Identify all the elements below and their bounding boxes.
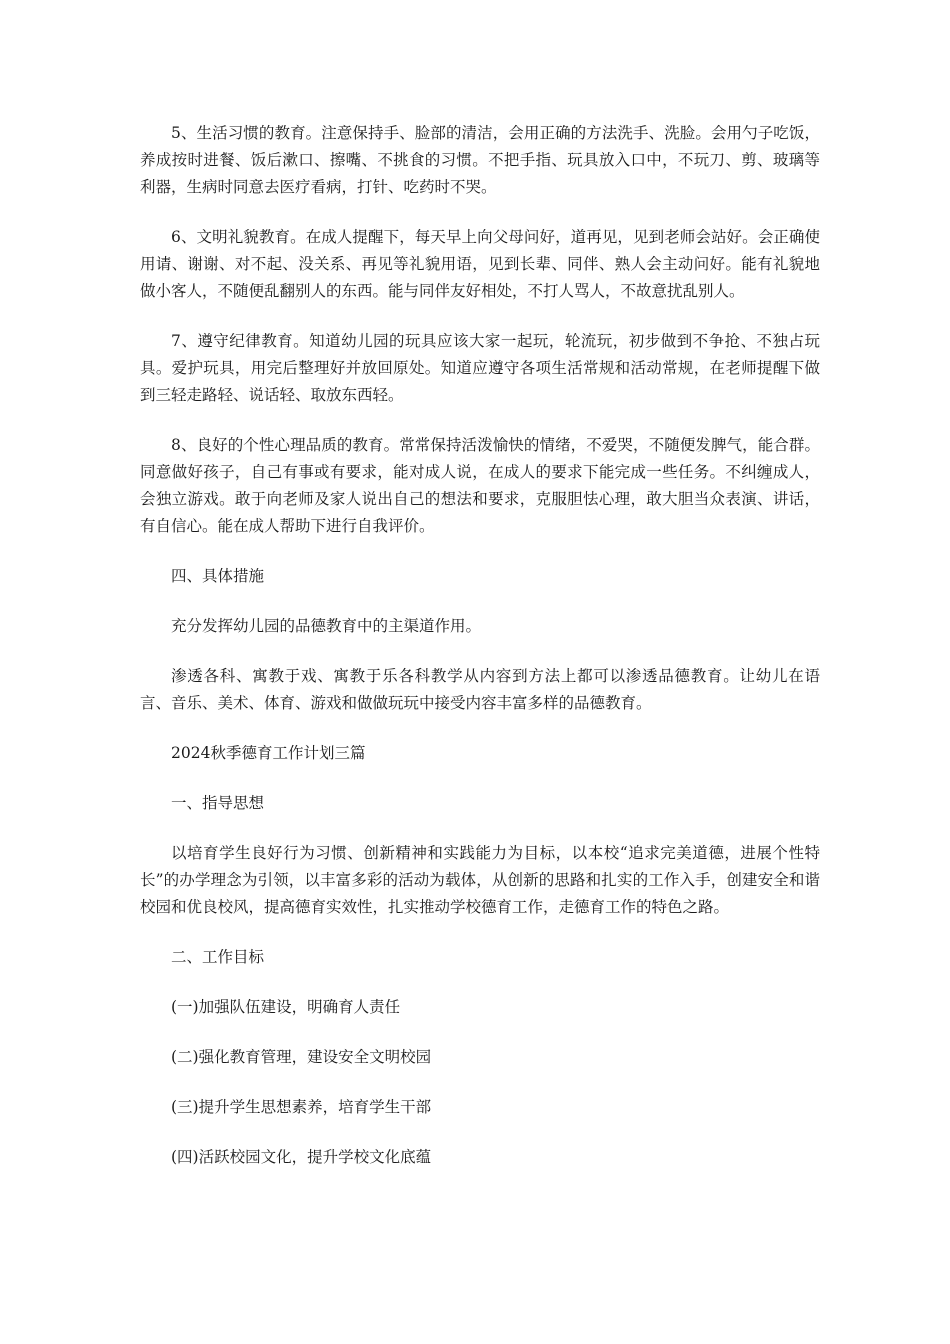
goal-item-2: (二)强化教育管理，建设安全文明校园 [171, 1048, 432, 1066]
paragraph-discipline-education: 7、遵守纪律教育。知道幼儿园的玩具应该大家一起玩，轮流玩，初步做到不争抢、不独占玩具。爱护玩具，用完后整理好并放回原处。知道应遵守各项生活常规和活动常规，在老师提醒下做到三轻走路轻、说话轻、取放东西轻。 [140, 332, 820, 404]
section-heading-goals: 二、工作目标 [171, 948, 265, 966]
section-heading-guiding-thought: 一、指导思想 [171, 794, 265, 812]
goal-item-1: (一)加强队伍建设，明确育人责任 [171, 998, 401, 1016]
paragraph-infiltration: 渗透各科、寓教于戏、寓教于乐各科教学从内容到方法上都可以渗透品德教育。让幼儿在语言、音乐、美术、体育、游戏和做做玩玩中接受内容丰富多样的品德教育。 [140, 667, 820, 712]
goal-item-3: (三)提升学生思想素养，培育学生干部 [171, 1098, 432, 1116]
paragraph-habit-education: 5、生活习惯的教育。注意保持手、脸部的清洁，会用正确的方法洗手、洗脸。会用勺子吃饭，养成按时进餐、饭后漱口、擦嘴、不挑食的习惯。不把手指、玩具放入口中，不玩刀、剪、玻璃等利器，生病时同意去医疗看病，打针、吃药时不哭。 [140, 124, 820, 196]
section-heading-measures: 四、具体措施 [171, 567, 265, 585]
paragraph-courtesy-education: 6、文明礼貌教育。在成人提醒下，每天早上向父母问好，道再见，见到老师会站好。会正确使用请、谢谢、对不起、没关系、再见等礼貌用语，见到长辈、同伴、熟人会主动问好。能有礼貌地做小客人，不随便乱翻别人的东西。能与同伴友好相处，不打人骂人，不故意扰乱别人。 [140, 228, 820, 300]
paragraph-personality-education: 8、良好的个性心理品质的教育。常常保持活泼愉快的情绪，不爱哭，不随便发脾气，能合群。同意做好孩子，自己有事或有要求，能对成人说，在成人的要求下能完成一些任务。不纠缠成人，会独立游戏。敢于向老师及家人说出自己的想法和要求，克服胆怯心理，敢大胆当众表演、讲话，有自信心。能在成人帮助下进行自我评价。 [140, 436, 820, 535]
paragraph-main-channel: 充分发挥幼儿园的品德教育中的主渠道作用。 [171, 617, 482, 635]
paragraph-guiding-thought: 以培育学生良好行为习惯、创新精神和实践能力为目标，以本校“追求完美道德，进展个性特长”的办学理念为引领，以丰富多彩的活动为载体，从创新的思路和扎实的工作入手，创建安全和谐校园和优良校风，提高德育实效性，扎实推动学校德育工作，走德育工作的特色之路。 [140, 844, 820, 916]
document-page [140, 120, 820, 1194]
document-title: 2024秋季德育工作计划三篇 [171, 744, 366, 762]
goal-item-4: (四)活跃校园文化，提升学校文化底蕴 [171, 1148, 432, 1166]
